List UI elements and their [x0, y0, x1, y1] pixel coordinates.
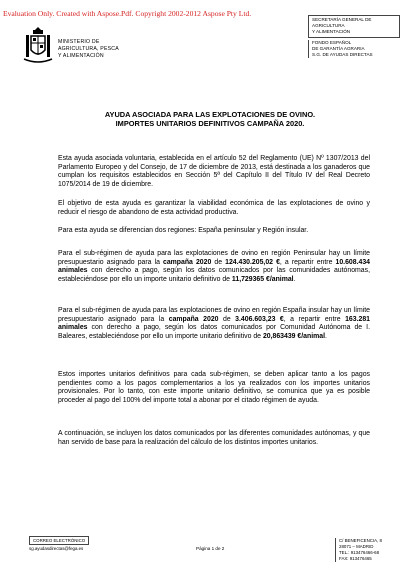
ministry-line-2: AGRICULTURA, PESCA [58, 46, 119, 52]
paragraph-data-intro: A continuación, se incluyen los datos comunicados por las diferentes comunidades autónomas, y que han servido de base para la realización del cálculo de los distintos importes unitarios. [58, 430, 370, 446]
fondo-line-1: FONDO ESPAÑOL [312, 39, 352, 45]
paragraph-regulation: Esta ayuda asociada voluntaria, establecida en el artículo 52 del Reglamento (UE) Nº 1307/2013 del Parlamento Europeo y del Consejo, de 17 de diciembre de 2013, está destinada a los ganaderos que cumplan los requisitos establecidos en Sección 5ª del Capítulo II del Título IV del Real Decreto 1075/2014 de 19 de diciembre. [58, 155, 370, 189]
fax-number: FAX: 913476465 [339, 556, 372, 561]
ministry-name [58, 39, 119, 60]
title-line-1: AYUDA ASOCIADA PARA LAS EXPLOTACIONES DE OVINO. [104, 110, 316, 119]
paragraph-regions: Para esta ayuda se diferencian dos regiones: España peninsular y Región insular. [58, 227, 309, 234]
paragraph-definitive-amounts: Estos importes unitarios definitivos para cada sub-régimen, se deben aplicar tanto a los pagos pendientes como a los pagos complementarios a los ya realizados con los importes unitarios provisionales. Por lo tanto, con este importe unitario definitivo, se comunica que ya es posible proceder al pago del 100% del importe total a abonar por el citado régimen de ayuda. [58, 371, 370, 405]
subdireccion-line: S.G. DE AYUDAS DIRECTAS [312, 52, 373, 58]
secretaria-line-2: Y ALIMENTACIÓN [312, 29, 351, 35]
secretaria-cell [308, 15, 400, 38]
fondo-cell [308, 40, 400, 59]
ministry-line-1: MINISTERIO DE [58, 39, 100, 45]
address-street: C/ BENEFICENCIA, 8 [339, 538, 382, 543]
fondo-line-2: DE GARANTÍA AGRARIA [312, 45, 365, 51]
page-number: Página 1 de 2 [196, 546, 225, 551]
address-city: 28071 – MADRID [339, 544, 374, 549]
email-label: CORREO ELECTRÓNICO [29, 536, 89, 545]
ministry-line-3: Y ALIMENTACIÓN [58, 53, 104, 59]
email-address[interactable]: sg.ayudasdirectas@fega.es [29, 546, 84, 551]
paragraph-objective: El objetivo de esta ayuda es garantizar la viabilidad económica de las explotaciones de ovino y reducir el riesgo de abandono de esta actividad productiva. [58, 200, 370, 216]
paragraph-insular: Para el sub-régimen de ayuda para las explotaciones de ovino en región España insular hay un límite presupuestario asignado para la campaña 2020 de 3.406.603,23 €, a repartir entre 163.281 animales con derecho a pago, según los datos comunicados por Comunidad Autónoma de I. Baleares, estableciéndose por ello un importe unitario definitivo de 20,863439 €/animal. [58, 307, 370, 341]
secretaria-line-1: SECRETARÍA GENERAL DE AGRICULTURA [312, 17, 372, 29]
header-department-box [308, 15, 400, 58]
footer-contact [29, 536, 89, 552]
document-title [60, 110, 360, 128]
evaluation-watermark: Evaluation Only. Created with Aspose.Pdf. Copyright 2002-2012 Aspose Pty Ltd. [3, 9, 252, 18]
paragraph-peninsular: Para el sub-régimen de ayuda para las explotaciones de ovino en región Peninsular hay un límite presupuestario asignado para la campaña 2020 de 124.430.205,02 €, a repartir entre 10.608.434 animales con derecho a pago, según los datos comunicados por las comunidades autónomas, estableciéndose por ello un importe unitario definitivo de 11,729365 €/animal. [58, 250, 370, 284]
phone-number: TEL.: 913476466-68 [339, 550, 380, 555]
title-line-2: IMPORTES UNITARIOS DEFINITIVOS CAMPAÑA 2020. [115, 119, 305, 129]
footer-address [335, 538, 382, 562]
coat-of-arms-logo [22, 25, 54, 65]
